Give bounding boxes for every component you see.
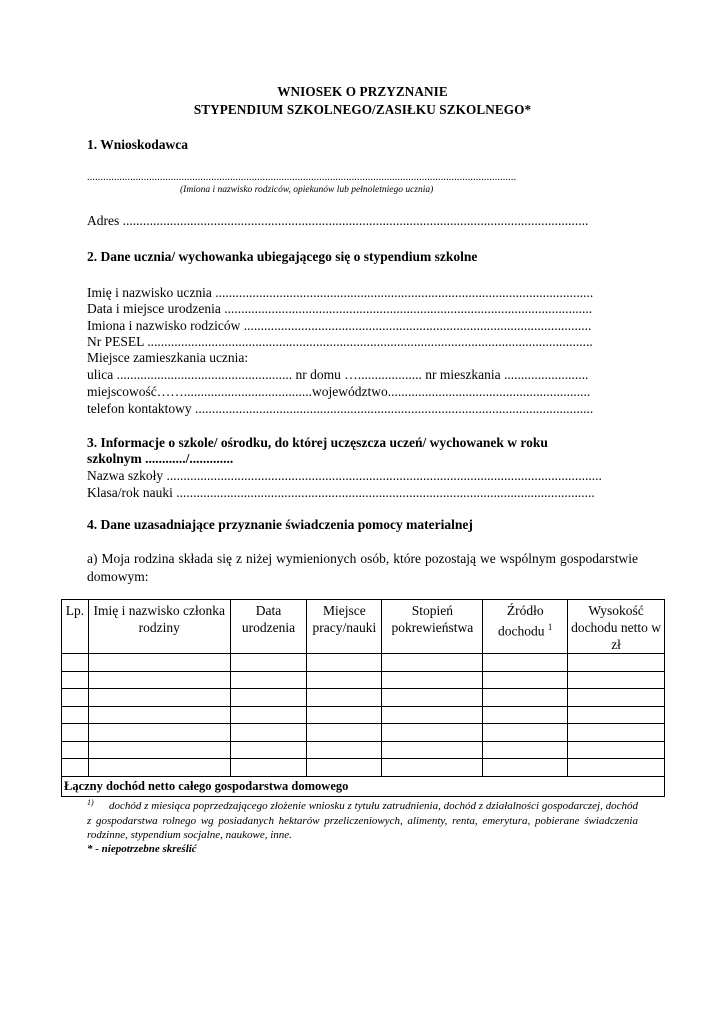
applicant-name-field[interactable]: ...............................................................................................................................................................	[87, 172, 517, 183]
birth-date-place-field[interactable]: Data i miejsce urodzenia .............................................................................................................	[87, 301, 593, 316]
footnote-text: dochód z miesiąca poprzedzającego złożenie wniosku z tytułu zatrudnienia, dochód z działalności gospodarczej, dochód z gospodarstwa rolnego wg posiadanych hektarów przeliczeniowych, alimenty, renta, emerytura, pobierane świadczenia rodzinne, stypendium socjalne, naukowe, inne.	[87, 800, 638, 841]
total-income-label: Łączny dochód netto całego gospodarstwa domowego	[62, 776, 665, 796]
section1-heading: 1. Wnioskodawca	[87, 137, 189, 152]
total-row	[62, 776, 665, 796]
school-name-field[interactable]: Nazwa szkoły .................................................................................................................................	[87, 468, 602, 483]
address-field[interactable]: Adres ..........................................................................................................................................	[87, 213, 589, 228]
col-header-source: Źródło dochodu $^1$	[483, 600, 568, 654]
col-header-name: Imię i nazwisko członka rodziny	[88, 600, 230, 654]
town-province-field[interactable]: miejscowość……......................................województwo............................................................	[87, 384, 591, 399]
grade-field[interactable]: Klasa/rok nauki ............................................................................................................................	[87, 485, 595, 500]
residence-label: Miejsce zamieszkania ucznia:	[87, 350, 249, 365]
pesel-field[interactable]: Nr PESEL ....................................................................................................................................	[87, 334, 593, 349]
section3-heading-line1: 3. Informacje o szkole/ ośrodku, do której uczęszcza uczeń/ wychowanek w roku	[87, 435, 548, 450]
col-header-work: Miejsce pracy/nauki	[307, 600, 382, 654]
parents-names-field[interactable]: Imiona i nazwisko rodziców .......................................................................................................	[87, 318, 592, 333]
table-body	[62, 654, 665, 797]
footnote-ref: 1	[547, 622, 553, 632]
student-name-field[interactable]: Imię i nazwisko ucznia ................................................................................................................	[87, 285, 594, 300]
table-row[interactable]	[62, 689, 665, 707]
table-row[interactable]	[62, 759, 665, 777]
col-header-lp: Lp.	[62, 600, 89, 654]
phone-field[interactable]: telefon kontaktowy ......................................................................................................................	[87, 401, 594, 416]
section2-heading: 2. Dane ucznia/ wychowanka ubiegającego się o stypendium szkolne	[87, 249, 478, 264]
footnote-mark: 1)	[87, 798, 94, 807]
col-header-relation: Stopień pokrewieństwa	[382, 600, 483, 654]
table-header-row	[62, 600, 665, 654]
col-header-birth: Data urodzenia	[230, 600, 307, 654]
table-row[interactable]	[62, 654, 665, 672]
household-paragraph: a) Moja rodzina składa się z niżej wymienionych osób, które pozostają we wspólnym gospodarstwie domowym:	[87, 551, 638, 584]
section4-heading: 4. Dane uzasadniające przyznanie świadczenia pomocy materialnej	[87, 517, 473, 532]
form-title-line2: STYPENDIUM SZKOLNEGO/ZASIŁKU SZKOLNEGO*	[193, 102, 532, 117]
section3-heading-line2[interactable]: szkolnym ............/.............	[87, 451, 234, 466]
street-house-flat-field[interactable]: ulica .................................................... nr domu …................... nr mieszkania .........................	[87, 367, 589, 382]
applicant-name-caption: (Imiona i nazwisko rodziców, opiekunów lub pełnoletniego ucznia)	[180, 185, 434, 195]
household-table	[61, 599, 665, 797]
table-row[interactable]	[62, 741, 665, 759]
form-title-line1: WNIOSEK O PRZYZNANIE	[277, 84, 448, 99]
table-row[interactable]	[62, 724, 665, 742]
table-row[interactable]	[62, 671, 665, 689]
table-row[interactable]	[62, 706, 665, 724]
col-header-amount: Wysokość dochodu netto w zł	[568, 600, 665, 654]
footnote-star: * - niepotrzebne skreślić	[87, 843, 197, 855]
